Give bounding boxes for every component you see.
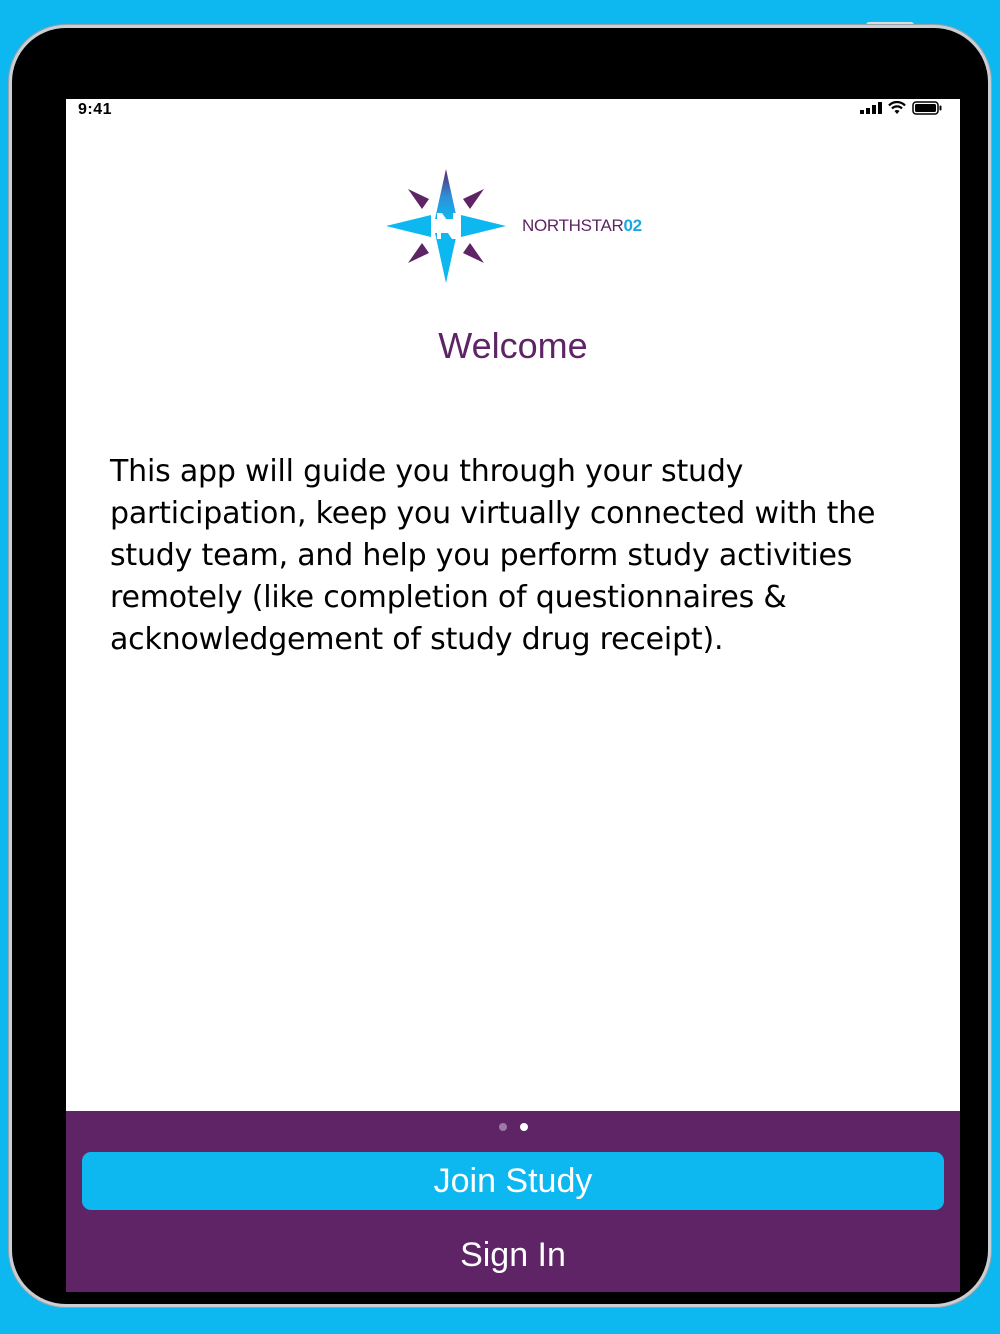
logo-brand: NORTHSTAR xyxy=(522,216,624,235)
page-dot-2[interactable] xyxy=(520,1123,528,1131)
logo-suffix: 02 xyxy=(623,216,642,235)
page-indicator[interactable] xyxy=(66,1123,960,1131)
status-bar xyxy=(66,99,960,121)
wifi-icon xyxy=(888,101,906,119)
intro-description: This app will guide you through your study participation, keep you virtually connected with the study team, and help you perform study activities remotely (like completion of questionnaires & acknowledgement of study drug receipt). xyxy=(110,454,876,657)
sign-in-button[interactable]: Sign In xyxy=(460,1236,566,1274)
status-icons xyxy=(860,103,942,117)
battery-icon xyxy=(912,101,942,120)
tablet-frame xyxy=(12,28,988,1304)
app-screen xyxy=(66,99,960,1292)
compass-star-icon xyxy=(384,167,512,285)
page-title: Welcome xyxy=(438,325,588,366)
logo-wordmark xyxy=(522,216,642,236)
cellular-signal-icon xyxy=(860,101,882,119)
join-study-button[interactable]: Join Study xyxy=(82,1152,944,1210)
status-time: 9:41 xyxy=(78,101,113,118)
app-logo xyxy=(384,167,654,285)
page-dot-1[interactable] xyxy=(499,1123,507,1131)
bottom-action-panel xyxy=(66,1111,960,1292)
